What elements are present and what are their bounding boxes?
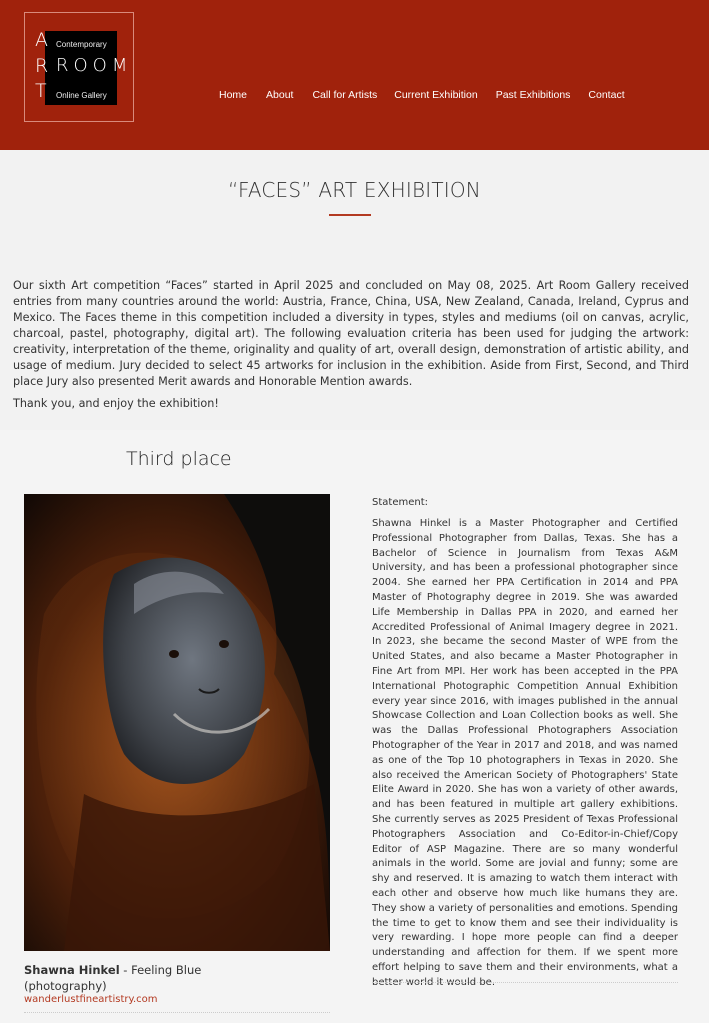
nav-contact[interactable]: Contact [588,89,625,101]
orangutan-photo [24,494,330,951]
site-header [0,0,709,150]
nav-home[interactable]: Home [219,89,248,101]
title-divider [329,214,371,216]
artist-name: Shawna Hinkel [24,963,120,977]
main-nav [219,89,625,101]
statement-label: Statement: [372,497,428,508]
artwork-caption [24,962,224,994]
logo-letter-a: A [35,29,49,51]
artist-statement: Shawna Hinkel is a Master Photographer and Certified Professional Photographer from Dallas, Texas. She has a Bachelor of Science in Journalism from Texas A&M University, and has been a professional photographer since 2004. She earned her PPA Certification in 2014 and PPA Master of Photography degree in 2019. She was awarded Life Membership in Dallas PPA in 2020, and earned her Accredited Professional of Animal Imagery degree in 2021. In 2023, she became the second Master of WPE from the United States, and also became a Master Photographer in Fine Art from MPI. Her work has been accepted in the PPA International Photographic Competition Annual Exhibition every year since 2016, with images published in the annual Showcase Collection and Loan Collection books as well. She was the Dallas Professional Photographers Association Photographer of the Year in 2017 and 2018, and was named as one of the Top 10 photographers in Texas in 2020. She also received the American Society of Photographers' State Elite Award in 2020. She has won a variety of other awards, and has been featured in multiple art gallery exhibitions. She currently serves as 2025 President of Texas Professional Photographers Association and Co-Editor-in-Chief/Copy Editor of ASP Magazine. There are so many wonderful animals in the world. Some are jovial and funny; some are shy and reserved. It is amazing to watch them interact with each other and observe how much like humans they are. They show a variety of personalities and emotions. Spending the time to get to know them and see their individuality is very rewarding. I hope more people can find a deeper understanding and affection for them. If we spent more effort helping to save them and their environments, what a better world it would be. [372,518,678,988]
thanks-text: Thank you, and enjoy the exhibition! [13,397,219,410]
nav-current-exhibition[interactable]: Current Exhibition [394,89,478,101]
page-title: “FACES” ART EXHIBITION [228,178,481,202]
logo-letter-r: R [35,55,50,77]
nav-past-exhibitions[interactable]: Past Exhibitions [495,89,571,101]
logo-room: ROOM [56,55,133,76]
logo-online-gallery: Online Gallery [56,91,107,100]
logo-letter-t: T [35,80,48,102]
site-logo[interactable] [24,12,134,122]
nav-call-for-artists[interactable]: Call for Artists [312,89,378,101]
caption-divider [24,1012,330,1013]
artist-website-link[interactable]: wanderlustfineartistry.com [24,994,158,1005]
place-heading: Third place [126,448,232,470]
statement-divider [372,982,678,983]
artwork-image[interactable] [24,494,330,951]
intro-paragraph: Our sixth Art competition “Faces” started in April 2025 and concluded on May 08, 2025. Art Room Gallery received entries from many countries around the world: Austria, France, China, USA, New Zealand, Canada, Ireland, Cyprus and Mexico. The Faces theme in this competition included a diversity in types, styles and mediums (oil on canvas, acrylic, charcoal, pastel, photography, digital art). The following evaluation criteria has been used for judging the artwork: creativity, interpretation of the theme, originality and quality of art, overall design, demonstration of artistic ability, and usage of medium. Jury decided to select 45 artworks for inclusion in the exhibition. Aside from First, Second, and Third place Jury also presented Merit awards and Honorable Mention awards. [13,279,689,388]
nav-about[interactable]: About [266,89,294,101]
logo-contemporary: Contemporary [56,40,107,49]
artwork-title: - Feeling Blue (photography) [24,963,202,993]
